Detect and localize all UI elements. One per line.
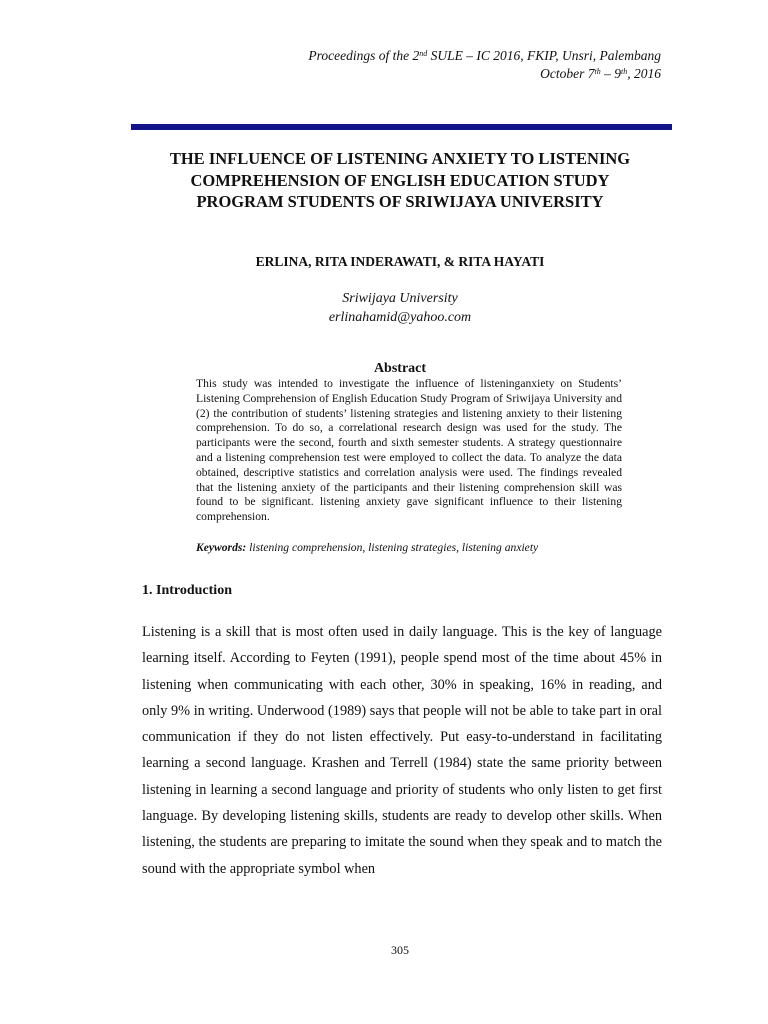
date-start: October 7 [540,66,595,81]
abstract-heading: Abstract [373,361,427,376]
affiliation-block [100,289,700,327]
author-email: erlinahamid@yahoo.com [328,310,472,325]
introduction-paragraph: Listening is a skill that is most often used in daily language. This is the key of language learning itself. According to Feyten (1991), people spend most of the time about 45% in listening when communicating with each other, 30% in speaking, 16% in reading, and only 9% in writing. Underwood (1989) says that people will not be able to take part in oral communication if they do not listen effectively. Put easy-to-understand in facilitating learning a second language. Krashen and Terrell (1984) state the same priority between listening in learning a second language and priority of students who only listen to get first language. By developing listening skills, students are ready to develop other skills. When listening, the students are preparing to imitate the sound when they speak and to match the sound with the appropriate symbol when [142,624,662,877]
conference-date-line [308,65,661,83]
header-divider [131,124,672,130]
title-line: PROGRAM STUDENTS OF SRIWIJAYA UNIVERSITY [196,192,604,211]
date-year: , 2016 [627,66,661,81]
ordinal-sup: th [594,67,601,76]
page-number: 305 [391,943,409,957]
proceedings-header [308,47,661,83]
author-list: ERLINA, RITA INDERAWATI, & RITA HAYATI [255,254,545,269]
keywords-list: listening comprehension, listening strategies, listening anxiety [246,541,539,554]
keywords-label: Keywords: [196,541,247,554]
proceedings-line [308,47,661,65]
date-end: – 9 [600,66,622,81]
paper-title [100,148,700,213]
proceedings-text-rest: SULE – IC 2016, FKIP, Unsri, Palembang [427,48,661,63]
abstract-body: This study was intended to investigate the influence of listeninganxiety on Students’ Listening Comprehension of English Education Study Program of Sriwijaya University and (2) the contribution of students’ listening strategies and listening anxiety to their listening comprehension. To do so, a correlational research design was used for the study. The participants were the second, fourth and sixth semester students. A strategy questionnaire and a listening comprehension test were employed to collect the data. To analyze the data obtained, descriptive statistics and correlation analysis were used. The findings revealed that the listening anxiety of the participants and their listening comprehension skill was found to be significant. listening anxiety gave significant influence to their listening comprehension. [196,377,622,524]
affiliation: Sriwijaya University [342,291,458,306]
ordinal-sup: nd [419,49,428,58]
keywords-line [196,541,626,554]
proceedings-text: Proceedings of the 2 [308,48,420,63]
section-heading-introduction: 1. Introduction [142,583,232,598]
title-line: THE INFLUENCE OF LISTENING ANXIETY TO LISTENING [169,149,631,168]
ordinal-sup: th [621,67,628,76]
title-line: COMPREHENSION OF ENGLISH EDUCATION STUDY [190,170,610,190]
